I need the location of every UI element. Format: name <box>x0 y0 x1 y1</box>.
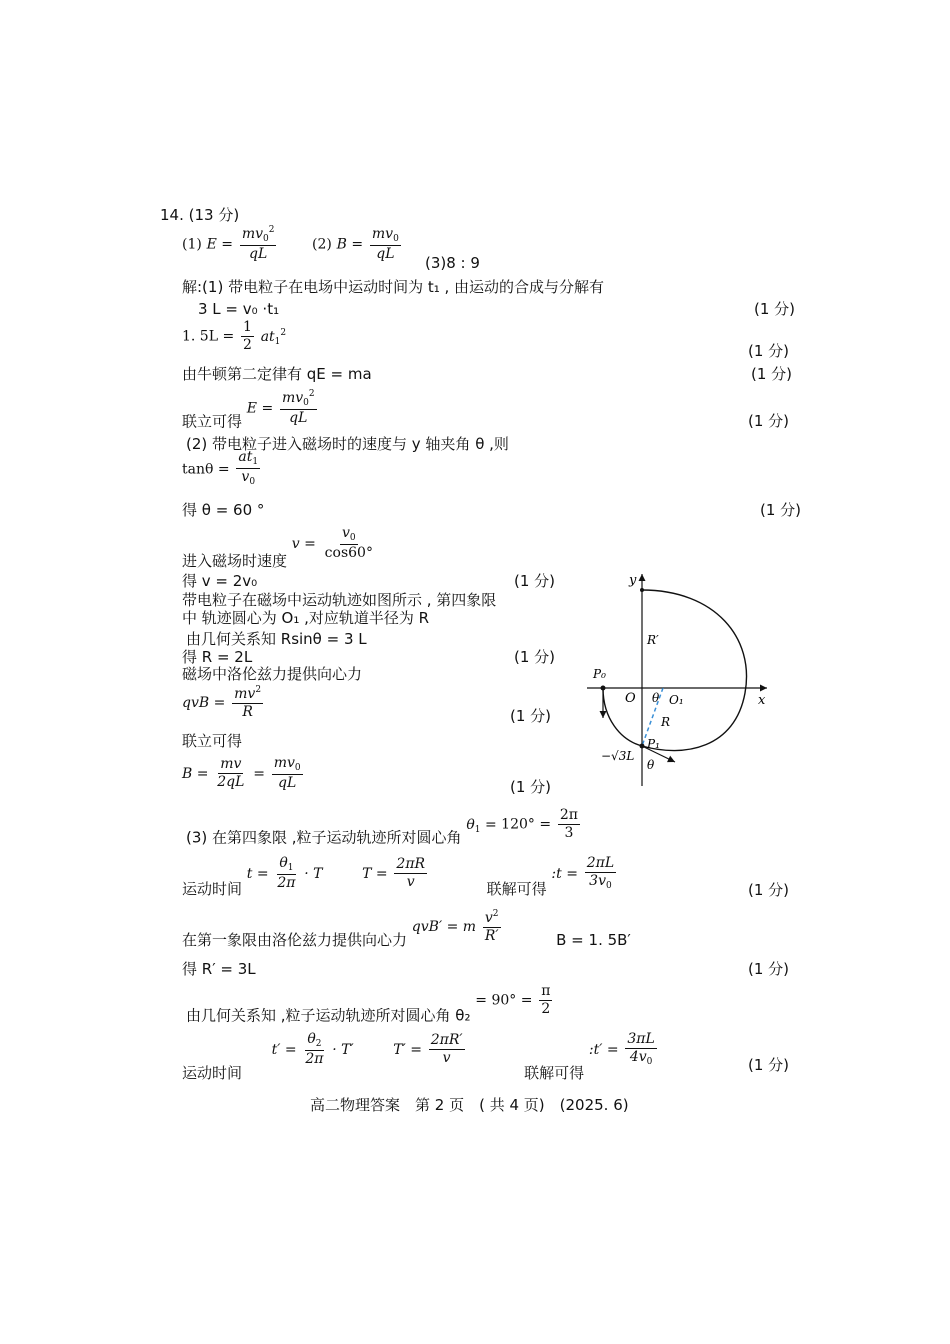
score-7: (1 分) <box>514 648 556 666</box>
page-footer: 高二物理答案 第 2 页 ( 共 4 页) (2025. 6) <box>310 1096 629 1114</box>
answer-line: (1) E = $\frac{mv_0^2}{qL}$ (2) B = $\frac{mv_0}{qL}$ <box>182 225 399 263</box>
part3-angle2: 由几何关系知 ,粒子运动轨迹所对圆心角 θ₂ = 90° = $\frac{\pi}{2}$ <box>186 983 551 1025</box>
score-2: (1 分) <box>748 342 790 360</box>
score-9: (1 分) <box>510 778 552 796</box>
part2-qvb: qvB = $\frac{mv^2}{R}$ <box>182 685 262 720</box>
score-6: (1 分) <box>514 572 556 590</box>
label-neg: −√3L <box>601 749 635 763</box>
trajectory-arc <box>642 590 747 751</box>
score-3: (1 分) <box>751 365 793 383</box>
trajectory-arc-small <box>603 688 642 746</box>
part2-combine: 联立可得 <box>182 732 243 750</box>
label-R: R <box>661 715 671 729</box>
part2-speed: 进入磁场时速度 v = $\frac{v_0}{\cos 60^\circ}$ <box>182 525 373 571</box>
part1-eq1: 3 L = v₀ ·t₁ <box>198 300 280 318</box>
label-theta: θ <box>652 691 660 705</box>
label-Rprime: R′ <box>647 633 659 647</box>
score-12: (1 分) <box>748 1056 790 1074</box>
part2-tan: tanθ = $\frac{at_1}{v_0}$ <box>182 449 259 488</box>
label-O1: O₁ <box>669 693 684 707</box>
label-y: y <box>629 573 637 588</box>
question-number: 14. (13 分) <box>160 206 240 224</box>
part2-b: B = $\frac{mv}{2qL}$ = $\frac{mv_0}{qL}$ <box>182 755 301 792</box>
part2-geometry: 由几何关系知 Rsinθ = 3 L <box>186 630 367 648</box>
label-P0: P₀ <box>593 667 606 681</box>
part1-intro: 解:(1) 带电粒子在电场中运动时间为 t₁ , 由运动的合成与分解有 <box>182 278 605 296</box>
label-theta2: θ <box>647 758 655 772</box>
score-1: (1 分) <box>754 300 796 318</box>
score-10: (1 分) <box>748 881 790 899</box>
part3-time: 运动时间 t = $\frac{\theta_1}{2\pi}$ · T T = $\frac{2\pi R}{v}$ 联解可得 :t = $\frac{2\pi L}{3v_0}$ <box>182 855 615 899</box>
score-8: (1 分) <box>510 707 552 725</box>
part2-theta: 得 θ = 60 ° <box>182 501 265 519</box>
part2-center: 中 轨迹圆心为 O₁ ,对应轨道半径为 R <box>182 609 430 627</box>
part2-v: 得 v = 2v₀ <box>182 572 258 590</box>
label-O: O <box>625 691 636 706</box>
part1-combine: 联立可得 E = $\frac{mv_0^2}{qL}$ <box>182 389 315 431</box>
label-x: x <box>758 693 766 708</box>
part2-r: 得 R = 2L <box>182 648 253 666</box>
score-5: (1 分) <box>760 501 802 519</box>
part3-intro: (3) 在第四象限 ,粒子运动轨迹所对圆心角 $\theta_1 = 120^\circ$ = $\frac{2\pi}{3}$ <box>186 807 578 847</box>
part1-eq2: 1. 5L = $\frac{1}{2}$ $at_1^2$ <box>182 319 287 353</box>
part3-lorentz: 在第一象限由洛伦兹力提供向心力 qvB′ = m $\frac{v^2}{R'}$ B = 1. 5B′ <box>182 909 631 950</box>
part2-lorentz: 磁场中洛伦兹力提供向心力 <box>182 665 363 683</box>
score-4: (1 分) <box>748 412 790 430</box>
score-11: (1 分) <box>748 960 790 978</box>
trajectory-diagram <box>575 568 775 788</box>
part2-trajectory: 带电粒子在磁场中运动轨迹如图所示 , 第四象限 <box>182 591 497 609</box>
label-P1: P₁ <box>647 737 660 751</box>
answer-3: (3)8 : 9 <box>425 254 480 272</box>
part2-intro: (2) 带电粒子进入磁场时的速度与 y 轴夹角 θ ,则 <box>186 435 509 453</box>
part1-newton: 由牛顿第二定律有 qE = ma <box>182 365 372 383</box>
part3-rprime: 得 R′ = 3L <box>182 960 256 978</box>
part3-time2: 运动时间 t′ = $\frac{\theta_2}{2\pi}$ · T′ T′ = $\frac{2\pi R'}{v}$ 联解可得 :t′ = $\frac{3\pi L}{4v_0}$ <box>182 1031 655 1083</box>
